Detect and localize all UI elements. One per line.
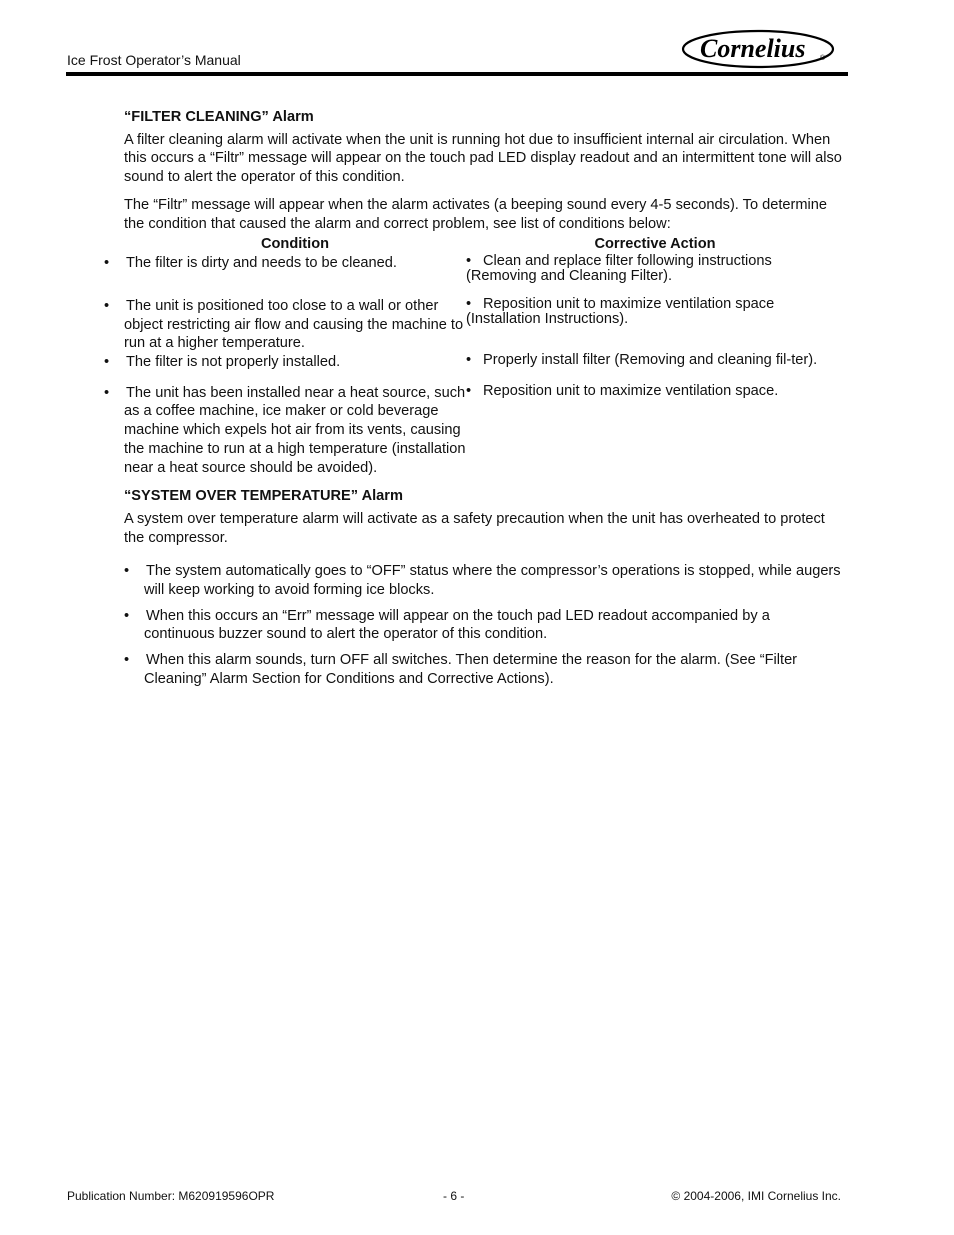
system-over-temperature-list bbox=[124, 562, 844, 688]
bullet: • bbox=[466, 352, 472, 369]
cornelius-logo bbox=[680, 28, 836, 70]
system-over-temperature-intro: A system over temperature alarm will activate as a safety precaution when the unit has overheated to protect the compressor. bbox=[124, 510, 825, 546]
page-number: - 6 - bbox=[443, 1189, 465, 1203]
action-text: Reposition unit to maximize ventilation space (Installation Instructions). bbox=[466, 295, 775, 328]
filter-cleaning-heading: “FILTER CLEANING” Alarm bbox=[124, 109, 314, 125]
list-item-text: When this alarm sounds, turn OFF all switches. Then determine the reason for the alarm. (See “Filter Cleaning” Alarm Section for Conditions and Corrective Actions). bbox=[144, 652, 798, 687]
list-item-text: When this occurs an “Err” message will appear on the touch pad LED readout accompanied by a continuous buzzer sound to alert the operator of this condition. bbox=[144, 607, 770, 643]
bullet: • bbox=[104, 297, 110, 314]
action-cell bbox=[466, 254, 844, 285]
action-text: Clean and replace filter following instructions (Removing and Cleaning Filter). bbox=[466, 252, 772, 285]
action-text: Properly install filter (Removing and cleaning fil-ter). bbox=[483, 352, 818, 369]
bullet: • bbox=[104, 354, 110, 371]
filter-cleaning-intro: A filter cleaning alarm will activate when the unit is running hot due to insufficient internal air circulation. When this occurs a “Filtr” message will appear on the touch pad LED display readout and an intermittent tone will also sound to alert the operator of this condition. bbox=[124, 131, 842, 186]
table-row bbox=[124, 254, 844, 285]
bullet: • bbox=[466, 382, 472, 399]
logo-wordmark: Cornelius bbox=[700, 34, 806, 63]
bullet: • bbox=[124, 563, 130, 580]
list-item-text: The system automatically goes to “OFF” status where the compressor’s operations is stopped, while augers will keep working to avoid forming ice blocks. bbox=[144, 563, 841, 599]
action-text: Reposition unit to maximize ventilation space. bbox=[483, 382, 779, 399]
bullet: • bbox=[466, 295, 472, 312]
system-over-temperature-heading: “SYSTEM OVER TEMPERATURE” Alarm bbox=[124, 488, 403, 505]
bullet: • bbox=[124, 652, 130, 669]
bullet: • bbox=[466, 252, 472, 269]
filter-cleaning-detail: The “Filtr” message will appear when the alarm activates (a beeping sound every 4-5 seconds). To determine the condition that caused the alarm and correct problem, see list of conditions below: bbox=[124, 196, 828, 232]
action-cell bbox=[466, 353, 844, 372]
table-row bbox=[124, 353, 844, 372]
bullet: • bbox=[124, 607, 130, 624]
condition-cell bbox=[104, 285, 466, 353]
copyright: © 2004-2006, IMI Cornelius Inc. bbox=[671, 1189, 841, 1203]
condition-text: The unit is positioned too close to a wall or other object restricting air flow and causing the machine to run at a higher temperature. bbox=[124, 297, 464, 352]
bullet: • bbox=[104, 384, 110, 401]
bullet: • bbox=[104, 254, 110, 271]
table-header-row bbox=[124, 235, 844, 254]
manual-title: Ice Frost Operator’s Manual bbox=[67, 52, 241, 68]
list-item bbox=[124, 607, 844, 644]
condition-cell bbox=[104, 254, 466, 285]
action-column-header: Corrective Action bbox=[594, 236, 716, 253]
list-item bbox=[124, 651, 844, 688]
publication-number: Publication Number: M620919596OPR bbox=[67, 1189, 275, 1203]
action-cell bbox=[466, 285, 844, 353]
header-rule bbox=[66, 72, 848, 76]
page-content bbox=[104, 108, 844, 696]
condition-cell bbox=[104, 372, 466, 478]
condition-text: The unit has been installed near a heat source, such as a coffee machine, ice maker or cold beverage machine which expels hot air from its vents, causing the machine to run at a high temperature (installation near a heat source should be avoided). bbox=[124, 384, 466, 476]
action-cell bbox=[466, 372, 844, 478]
table-row bbox=[124, 285, 844, 353]
table-row bbox=[124, 372, 844, 478]
condition-cell bbox=[104, 353, 466, 372]
registered-mark: ® bbox=[820, 55, 826, 62]
condition-text: The filter is not properly installed. bbox=[126, 354, 341, 371]
conditions-table bbox=[104, 235, 844, 477]
condition-text: The filter is dirty and needs to be cleaned. bbox=[126, 254, 397, 271]
list-item bbox=[124, 562, 844, 599]
condition-column-header: Condition bbox=[260, 236, 330, 253]
